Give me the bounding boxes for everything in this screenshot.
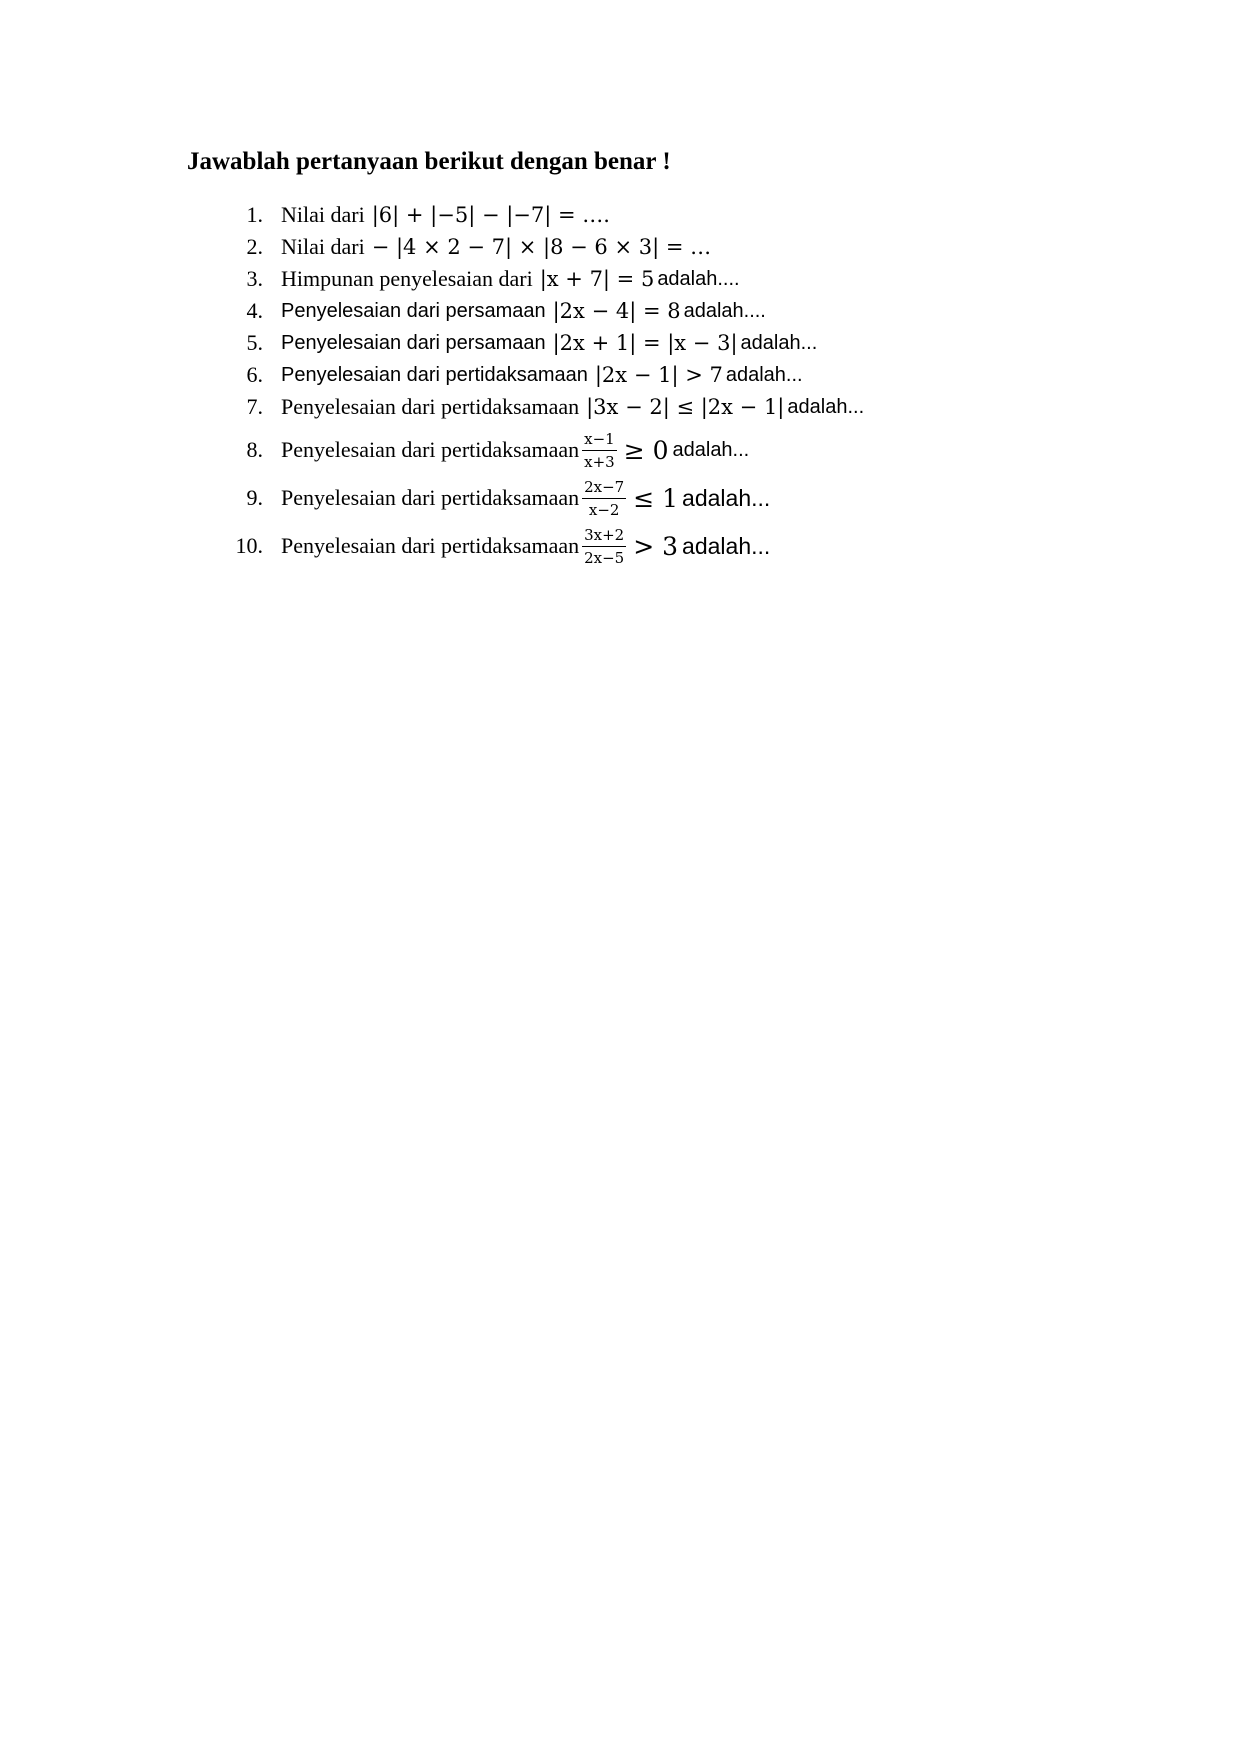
question-number: 3. [246,266,263,291]
fraction-denominator: 2x−5 [584,548,625,567]
question-suffix: adalah... [725,363,803,386]
question-suffix: adalah.... [683,299,766,322]
question-math: |2x − 1| > 7 [594,363,723,387]
question-suffix: adalah... [740,331,818,354]
question-math: − |4 × 2 − 7| × |8 − 6 × 3| = … [371,235,712,259]
question-number: 8. [246,437,263,462]
question-suffix: adalah... [672,438,750,461]
question-math: |x + 7| = 5 [539,267,655,291]
question-number: 7. [246,394,263,419]
question-text: Nilai dari [281,234,365,259]
question-number: 10. [235,533,263,558]
question-math: |2x − 4| = 8 [552,299,681,323]
question-9 [223,476,770,520]
question-relation: > 3 [633,531,679,561]
question-4 [223,295,766,327]
question-suffix: adalah... [682,532,771,559]
question-number: 9. [246,485,263,510]
page-title: Jawablah pertanyaan berikut dengan benar ! [187,148,671,175]
question-math: |6| + |−5| − |−7| = …. [371,203,610,227]
fraction [582,429,617,472]
fraction-numerator: 3x+2 [582,525,626,547]
question-number: 2. [246,234,263,259]
question-suffix: adalah... [787,395,865,418]
question-math: |3x − 2| ≤ |2x − 1| [586,395,785,419]
question-text: Penyelesaian dari pertidaksamaan [281,437,580,462]
fraction-numerator: 2x−7 [582,477,626,499]
fraction-denominator: x+3 [584,452,615,471]
question-2 [223,231,714,263]
fraction [582,525,626,568]
question-relation: ≥ 0 [623,435,669,465]
fraction-denominator: x−2 [588,500,620,519]
question-number: 1. [246,202,263,227]
question-5 [223,327,817,359]
question-6 [223,359,803,391]
question-text: Penyelesaian dari pertidaksamaan [281,485,580,510]
question-text: Penyelesaian dari persamaan [281,331,546,354]
question-text: Himpunan penyelesaian dari [281,266,533,291]
question-number: 5. [246,330,263,355]
fraction [582,477,626,520]
question-text: Nilai dari [281,202,365,227]
question-8 [223,428,749,472]
question-math: |2x + 1| = |x − 3| [552,331,738,355]
question-text: Penyelesaian dari persamaan [281,299,546,322]
question-number: 4. [246,298,263,323]
question-number: 6. [246,362,263,387]
question-suffix: adalah.... [657,267,740,290]
fraction-numerator: x−1 [582,429,617,451]
question-3 [223,263,740,295]
question-7 [223,391,864,423]
question-text: Penyelesaian dari pertidaksamaan [281,533,580,558]
question-text: Penyelesaian dari pertidaksamaan [281,394,580,419]
question-text: Penyelesaian dari pertidaksamaan [281,363,588,386]
question-1 [223,199,613,231]
question-relation: ≤ 1 [633,483,679,513]
question-10 [223,524,770,568]
question-suffix: adalah... [682,484,771,511]
